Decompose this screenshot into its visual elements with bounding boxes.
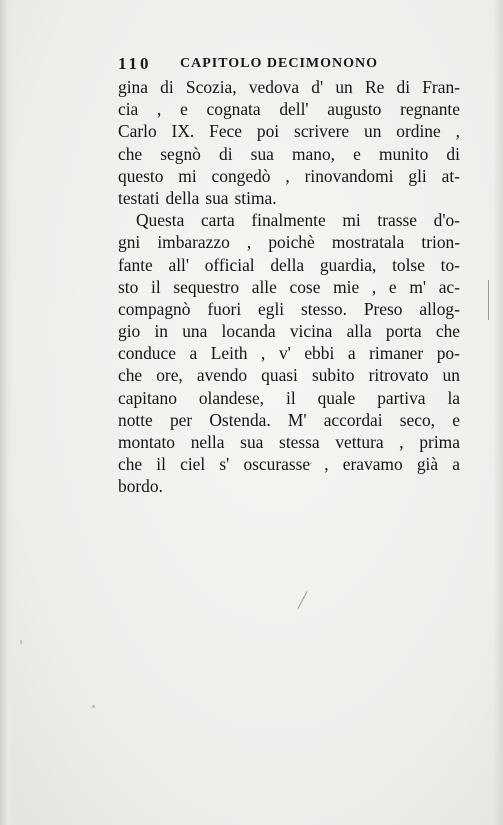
word: , <box>324 454 329 475</box>
word: un <box>335 77 353 97</box>
word: poi <box>256 121 280 142</box>
word: sequestro <box>173 276 240 297</box>
running-head <box>118 54 418 74</box>
word: che <box>118 143 143 164</box>
word: ac- <box>438 276 460 297</box>
word: mi <box>342 210 361 231</box>
word: Re <box>364 77 385 97</box>
word: già <box>416 454 439 475</box>
word: gli <box>408 165 427 186</box>
word: at- <box>441 165 460 186</box>
word: il <box>156 454 166 475</box>
word: mi <box>178 165 197 186</box>
word: d'o- <box>433 210 460 231</box>
word: Preso <box>363 298 403 319</box>
word: tolse <box>392 254 425 275</box>
word: regnante <box>400 99 460 120</box>
text-line <box>118 431 460 453</box>
paper-speck <box>310 462 312 464</box>
word: official <box>204 254 255 275</box>
word: conduce <box>118 343 176 364</box>
word: che <box>118 365 143 386</box>
chapter-title: CAPITOLO DECIMONONO <box>180 56 379 71</box>
text-line <box>118 254 460 276</box>
word: stessa <box>279 432 320 452</box>
word: , <box>157 99 162 120</box>
word: oscurasse <box>243 454 311 475</box>
word: notte <box>118 409 153 430</box>
word: ritrovato <box>368 365 429 386</box>
word: gio <box>118 321 141 342</box>
word: un <box>364 121 382 142</box>
word: , <box>455 121 460 142</box>
word: avendo <box>196 365 248 386</box>
word: gni <box>118 232 141 253</box>
word: mostratala <box>331 232 405 253</box>
word: la <box>447 387 460 408</box>
word: bordo. <box>118 476 163 497</box>
word: sua <box>250 143 274 164</box>
word: porta <box>385 321 422 342</box>
body-text <box>118 76 460 498</box>
word: augusto <box>327 99 382 120</box>
word: partiva <box>377 387 426 408</box>
word: sto <box>118 276 139 297</box>
text-line <box>118 453 460 475</box>
word: segnò <box>160 143 201 164</box>
word: un <box>442 365 460 386</box>
word: sua <box>205 187 229 208</box>
text-line <box>118 387 460 409</box>
text-line <box>118 231 460 253</box>
word: vicina <box>289 321 333 342</box>
word: fante <box>118 254 153 275</box>
text-line <box>118 475 460 497</box>
word: questo <box>118 165 164 186</box>
word: Ostenda. <box>209 409 271 430</box>
page-edge-shadow <box>493 0 503 825</box>
word: vettura <box>335 432 384 452</box>
word: il <box>285 387 296 408</box>
word: accordai <box>323 409 383 430</box>
text-line <box>118 98 460 120</box>
word: di <box>219 143 233 164</box>
text-line <box>118 143 460 165</box>
text-line <box>118 409 460 431</box>
text-line <box>118 320 460 342</box>
word: quasi <box>261 365 298 386</box>
paper-mark <box>488 280 489 320</box>
word: gina <box>118 77 148 97</box>
word: locanda <box>221 321 276 342</box>
page-gutter-shadow <box>0 0 14 825</box>
word: subito <box>311 365 355 386</box>
word: d' <box>311 77 324 97</box>
word: stesso. <box>301 298 347 319</box>
word: e <box>353 143 361 164</box>
word: , <box>371 276 377 297</box>
word: una <box>182 321 208 342</box>
word: cose <box>289 276 321 297</box>
text-line <box>118 209 460 231</box>
word: prima <box>419 432 460 452</box>
text-line <box>118 342 460 364</box>
word: congedò <box>211 165 271 186</box>
word: Fran- <box>422 77 460 97</box>
word: mano, <box>292 143 335 164</box>
word: Leith <box>210 343 248 364</box>
text-line <box>118 165 460 187</box>
word: rimaner <box>369 343 424 364</box>
word: imbarazzo <box>157 232 230 253</box>
word: ebbi <box>304 343 335 364</box>
word: e <box>452 409 460 430</box>
word: Scozia, <box>185 77 237 97</box>
word: nella <box>190 432 225 452</box>
word: vedova <box>248 77 300 97</box>
text-line <box>118 76 460 98</box>
text-line <box>118 276 460 298</box>
word: in <box>154 321 168 342</box>
word: di <box>396 77 411 97</box>
word: capitano <box>118 387 177 408</box>
page-number: 110 <box>118 54 152 73</box>
word: dell' <box>279 99 309 120</box>
word: s' <box>219 454 230 475</box>
paper-mark <box>297 591 307 609</box>
word: stima. <box>234 187 277 208</box>
word: poichè <box>268 232 315 253</box>
word: ciel <box>180 454 206 475</box>
word: olandese, <box>198 387 265 408</box>
word: per <box>169 409 193 430</box>
word: M' <box>287 409 307 430</box>
word: guardia, <box>319 254 377 275</box>
word: fuori <box>207 298 242 319</box>
word: , <box>399 432 404 452</box>
word: , <box>261 343 266 364</box>
word: della <box>165 187 200 208</box>
word: m' <box>409 276 427 297</box>
word: finalmente <box>251 210 326 231</box>
word: quale <box>317 387 356 408</box>
word: cognata <box>206 99 261 120</box>
word: all' <box>168 254 189 275</box>
word: , <box>285 165 290 186</box>
word: che <box>118 454 143 475</box>
word: compagnò <box>118 298 191 319</box>
word: Carlo <box>118 121 157 142</box>
text-line <box>118 120 460 142</box>
word: a <box>189 343 198 364</box>
paper-speck <box>92 705 95 708</box>
text-line <box>118 187 460 209</box>
word: rinovandomi <box>304 165 394 186</box>
word: il <box>150 276 161 297</box>
paper-speck <box>20 640 22 644</box>
word: allog- <box>419 298 460 319</box>
word: v' <box>278 343 291 364</box>
word: carta <box>200 210 235 231</box>
word: egli <box>258 298 285 319</box>
word: di <box>446 143 460 164</box>
word: e <box>388 276 397 297</box>
word: IX. <box>171 121 195 142</box>
word: a <box>452 454 460 475</box>
word: munito <box>379 143 429 164</box>
text-line <box>118 364 460 386</box>
word: montato <box>118 432 175 452</box>
word: sua <box>240 432 264 452</box>
word: di <box>160 77 174 97</box>
word: ordine <box>396 121 441 142</box>
word: trasse <box>377 210 417 231</box>
word: trion- <box>421 232 460 253</box>
word: scrivere <box>294 121 350 142</box>
text-line <box>118 298 460 320</box>
word: , <box>246 232 252 253</box>
word: seco, <box>399 409 436 430</box>
word: a <box>347 343 356 364</box>
word: testati <box>118 187 160 208</box>
word: mie <box>333 276 360 297</box>
word: della <box>270 254 305 275</box>
word: to- <box>440 254 460 275</box>
word: che <box>435 321 460 342</box>
word: po- <box>436 343 460 364</box>
word: Questa <box>136 210 185 231</box>
word: Fece <box>209 121 242 142</box>
word: alla <box>346 321 372 342</box>
word: eravamo <box>342 454 403 475</box>
word: alle <box>251 276 277 297</box>
word: cia <box>118 99 139 120</box>
word: ore, <box>156 365 183 386</box>
word: e <box>180 99 188 120</box>
